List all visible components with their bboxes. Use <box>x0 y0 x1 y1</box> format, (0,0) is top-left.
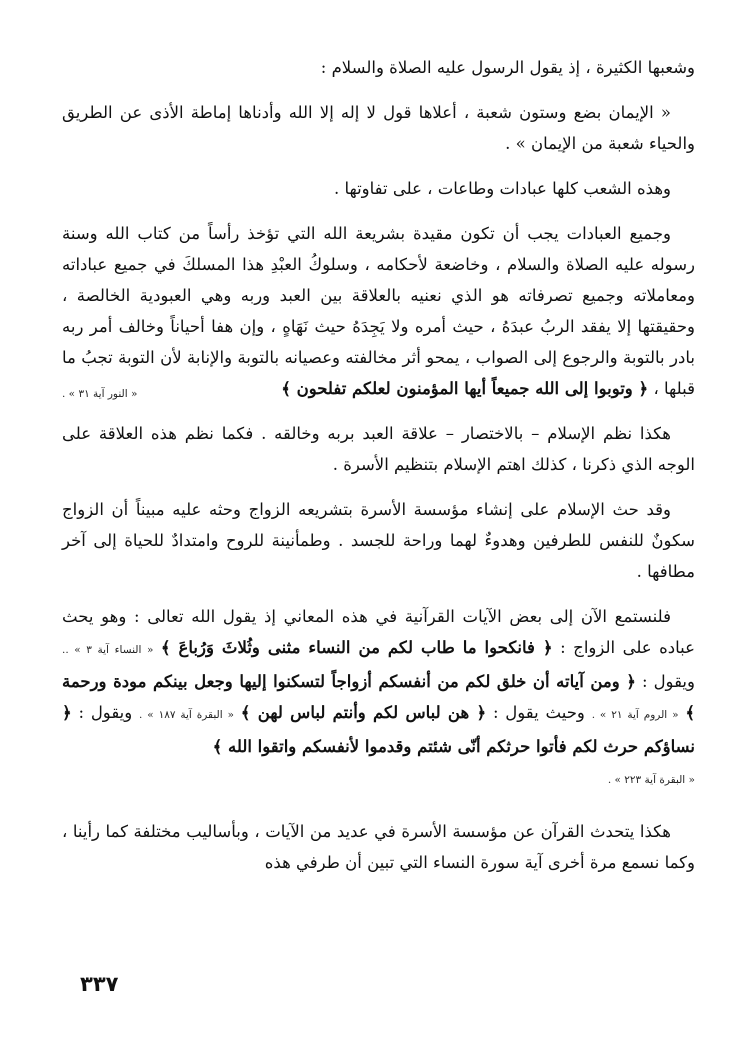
paragraph-6: وقد حث الإسلام على إنشاء مؤسسة الأسرة بتشريعه الزواج وحثه عليه مبيناً أن الزواج سكونٌ للنفس للطرفين وهدوءٌ لهما وراحة للجسد . وطمأنينة للروح وامتدادٌ للحياة إلى آخر مطافها . <box>62 500 695 581</box>
hadith-quote: « الإيمان بضع وستون شعبة ، أعلاها قول لا إله إلا الله وأدناها إماطة الأذى عن الطريق والحياء شعبة من الإيمان » . <box>62 103 695 153</box>
quran-verse-rum: ﴿ ومن آياته أن خلق لكم من أنفسكم أزواجاً لتسكنوا إليها وجعل بينكم مودة ورحمة ﴾ <box>62 672 695 722</box>
paragraph-7-connector-1: ويقول : <box>641 672 695 691</box>
paragraph-7-connector-2: وحيث يقول : <box>492 703 585 722</box>
quran-verse-baqara-187: ﴿ هن لباس لكم وأنتم لباس لهن ﴾ <box>240 703 487 722</box>
paragraph-7-intro: فلنستمع الآن إلى بعض الآيات القرآنية في هذه المعاني إذ يقول الله تعالى : وهو يحث عباده على الزواج : <box>62 607 695 657</box>
verse-reference-baqara-187: « البقرة آية ١٨٧ » . <box>139 709 234 721</box>
paragraph-8: هكذا يتحدث القرآن عن مؤسسة الأسرة في عديد من الآيات ، وبأساليب مختلفة كما رأينا ، وكما نسمع مرة أخرى آية سورة النساء التي تبين أن طرفي هذه <box>62 822 695 872</box>
paragraph-4 <box>62 218 695 404</box>
paragraph-4-text: وجميع العبادات يجب أن تكون مقيدة بشريعة الله التي تؤخذ رأساً من كتاب الله وسنة رسوله عليه الصلاة والسلام ، وخاضعة لأحكامه ، وسلوكُ العبْدِ هذا المسلكَ في جميع عباداته ومعاملاته وجميع تصرفاته هو الذي نعنيه بالعلاقة بين العبد وربه وهي العبودية الخالصة ، وحقيقتها إلا يفقد الربُ عبدَهُ ، حيث أمره ولا يَجِدَهُ حيث نَهَاهٍ ، وإن هفا أحياناً وخالف أمر ربه بادر بالتوبة والرجوع إلى الصواب ، يمحو أثر مخالفته وعصيانه بالتوبة والإنابة لأن التوبة تجبُ ما قبلها ، <box>62 224 695 398</box>
verse-reference-nisa: « النساء آية ٣ » .. <box>62 644 154 656</box>
paragraph-7-connector-3: ويقول : <box>78 703 133 722</box>
verse-reference-rum: « الروم آية ٢١ » . <box>591 709 679 721</box>
quran-verse-baqara-223: ﴿ نساؤكم حرث لكم فأتوا حرثكم أنّى شئتم وقدموا لأنفسكم واتقوا الله ﴾ <box>62 703 695 756</box>
paragraph-3: وهذه الشعب كلها عبادات وطاعات ، على تفاوتها . <box>333 179 671 198</box>
paragraph-7 <box>62 601 695 796</box>
quran-verse-nur: ﴿ وتوبوا إلى الله جميعاً أيها المؤمنون لعلكم تفلحون ﴾ <box>281 379 649 398</box>
quran-verse-nisa: ﴿ فانكحوا ما طاب لكم من النساء مثنى وثُلاثَ وَرُباعَ ﴾ <box>160 638 553 657</box>
document-page <box>62 52 695 892</box>
verse-reference-nur: « النور آية ٣١ » . <box>62 388 138 400</box>
paragraph-1: وشعبها الكثيرة ، إذ يقول الرسول عليه الصلاة والسلام : <box>320 58 695 77</box>
paragraph-5: هكذا نظم الإسلام – بالاختصار – علاقة العبد بربه وخالقه . فكما نظم هذه العلاقة على الوجه الذي ذكرنا ، كذلك اهتم الإسلام بتنظيم الأسرة . <box>62 424 695 474</box>
page-number: ٣٣٧ <box>80 972 119 996</box>
verse-reference-baqara-223: « البقرة آية ٢٢٣ » . <box>607 774 695 786</box>
